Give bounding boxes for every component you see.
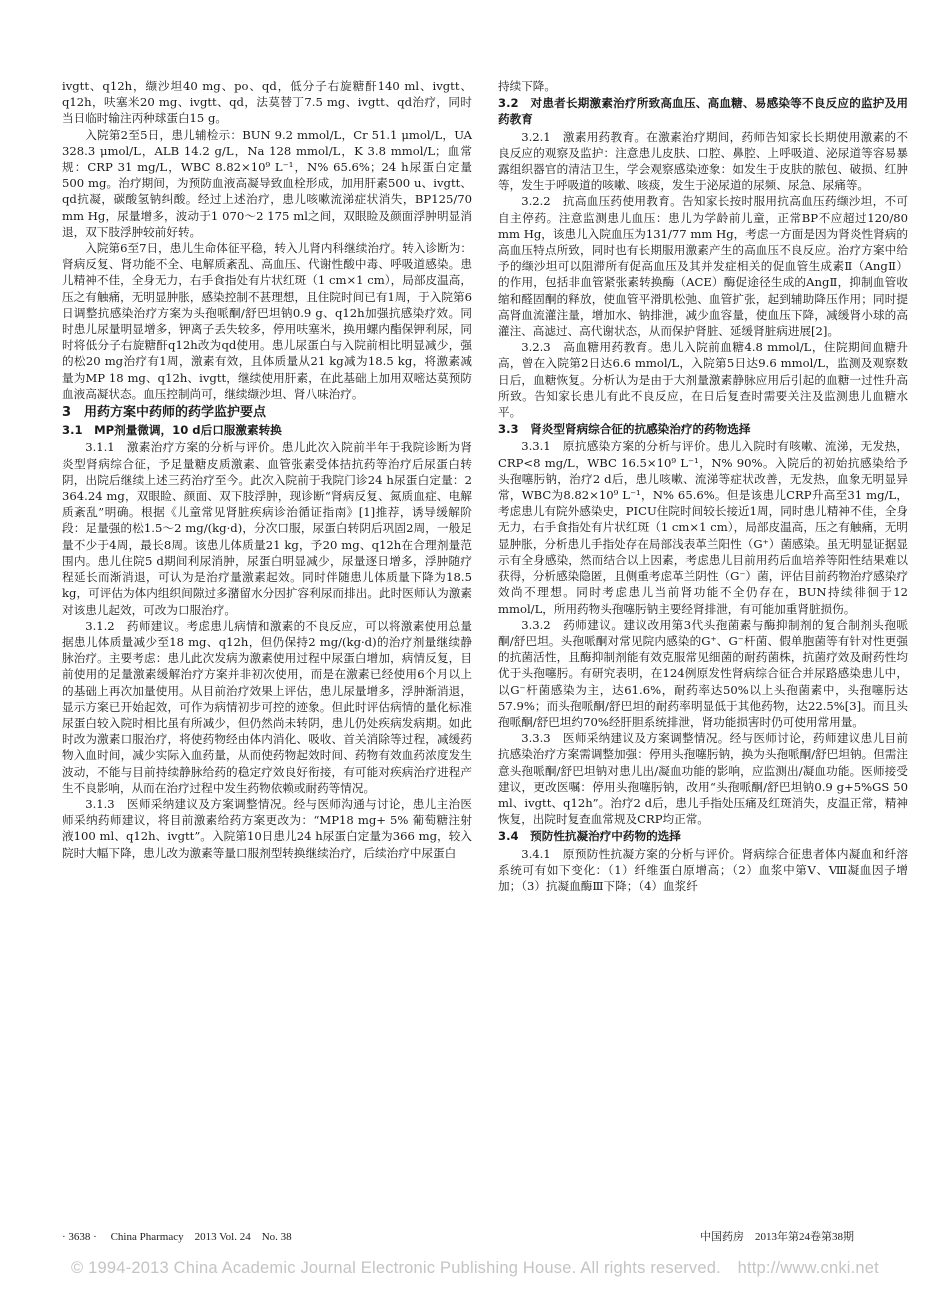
right-column <box>498 78 908 894</box>
paragraph: 3.2.2 抗高血压药使用教育。告知家长按时服用抗高血压药缬沙坦，不可自主停药。注意监测患儿血压：患儿为学龄前儿童，正常BP不应超过120/80 mm Hg，该患儿入院血压为131/77 mm Hg，考虑一方面是因为肾炎性肾病的高血压特点所致，同时也有长期服用激素产生的高血压不良反应。治疗方案中给予的缬沙坦可以阻滞所有促高血压及其并发症相关的促血管生成素Ⅱ（AngⅡ）的作用，包括非血管紧张素转换酶（ACE）酶促途径生成的AngⅡ，抑制血管收缩和醛固酮的释放，使血管平滑肌松弛、血管扩张，起到辅助降压作用；同时提高肾血流灌注量，增加水、钠排泄，减少血容量，使血压下降，减缓肾小球的高灌注、高滤过、高代谢状态，从而保护肾脏、延缓肾脏病进展[2]。 <box>498 194 908 339</box>
copyright-watermark: © 1994-2013 China Academic Journal Electronic Publishing House. All rights reserved. http://www.cnki.net <box>71 1259 879 1277</box>
paragraph: 3.3.3 医师采纳建议及方案调整情况。经与医师讨论，药师建议患儿目前抗感染治疗方案需调整加强：停用头孢噻肟钠，换为头孢哌酮/舒巴坦钠。但需注意头孢哌酮/舒巴坦钠对患儿出/凝血功能的影响，应监测出/凝血功能。医师接受建议，更改医嘱：停用头孢噻肟钠，改用“头孢哌酮/舒巴坦钠0.9 g+5%GS 50 ml、ivgtt、q12h”。治疗2 d后，患儿手指处压痛及红斑消失，皮温正常，精神恢复，出院时复查血常规及CRP均正常。 <box>498 731 908 827</box>
paragraph: 3.2.1 激素用药教育。在激素治疗期间，药师告知家长长期使用激素的不良反应的观察及监护：注意患儿皮肤、口腔、鼻腔、上呼吸道、泌尿道等容易暴露组织器官的清洁卫生，学会观察感染迹象：如发生于皮肤的脓包、破损、红肿等，发生于呼吸道的咳嗽、咳痰，发生于泌尿道的尿频、尿急、尿痛等。 <box>498 129 908 193</box>
paragraph: 持续下降。 <box>498 79 556 93</box>
subsection-heading: 3.3 肾炎型肾病综合征的抗感染治疗的药物选择 <box>498 422 751 437</box>
paragraph: 入院第2至5日，患儿辅检示：BUN 9.2 mmol/L，Cr 51.1 μmol/L，UA 328.3 μmol/L，ALB 14.2 g/L，Na 128 mmol/L，K 3.8 mmol/L；血常规：CRP 31 mg/L，WBC 8.82×10⁹ L⁻¹，N% 65.6%；24 h尿蛋白定量500 mg。治疗期间，为预防血液高凝导致血栓形成，加用肝素500 u、ivgtt、qd抗凝，碳酸氢钠纠酸。经过上述治疗，患儿咳嗽流涕症状消失，BP125/70 mm Hg，尿量增多，波动于1 070～2 175 ml之间，双眼睑及颜面浮肿明显消退，双下肢浮肿较前好转。 <box>62 127 472 239</box>
paragraph: 3.1.1 激素治疗方案的分析与评价。患儿此次入院前半年于我院诊断为肾炎型肾病综合征，予足量糖皮质激素、血管张素受体拮抗药等治疗后尿蛋白转阴，出院后继续上述三药治疗至今。此次入院前于我院门诊24 h尿蛋白定量：2 364.24 mg，双眼睑、颜面、双下肢浮肿，现诊断“肾病反复、氮质血症、电解质紊乱”明确。根据《儿童常见肾脏疾病诊治循证指南》[1]推荐，诱导缓解阶段：足量强的松1.5～2 mg/(kg·d)，分次口服，尿蛋白转阴后巩固2周，一般足量不少于4周，最长8周。该患儿体质量21 kg，予20 mg、q12h在合理剂量范围内。患儿住院5 d期间利尿消肿，尿蛋白明显减少，尿量逐日增多，浮肿随疗程延长而渐消退，可认为是治疗量激素起效。同时伴随患儿体质量下降为18.5 kg，可评估为体内组织间隙过多潴留水分因扩容利尿而排出。此时医师认为激素对该患儿起效，可改为口服治疗。 <box>62 440 472 617</box>
paragraph: 3.3.1 原抗感染方案的分析与评价。患儿入院时有咳嗽、流涕，无发热，CRP<8 mg/L，WBC 16.5×10⁹ L⁻¹，N% 90%。入院后的初始抗感染给予头孢噻肟钠，治疗2 d后，患儿咳嗽、流涕等症状改善，无发热，血象无明显异常，WBC为8.82×10⁹ L⁻¹，N% 65.6%。但是该患儿CRP升高至31 mg/L，考虑患儿有院外感染史，PICU住院时间较长接近1周，同时患儿精神不佳，全身无力，右手食指处有片状红斑（1 cm×1 cm），局部皮温高，压之有触痛，无明显肿胀，分析患儿手指处存在局部浅表革兰阳性（G⁺）菌感染。虽无明显证据显示有全身感染，然而结合以上因素，考虑患儿目前用药后血培养等阳性结果难以获得，分析感染隐匿，且侧重考虑革兰阴性（G⁻）菌，评估目前药物治疗感染疗效尚不理想。同时考虑患儿当前肾功能不全仍存在，BUN持续徘徊于12 mmol/L，所用药物头孢噻肟钠主要经肾排泄，有可能加重肾脏损伤。 <box>498 439 908 616</box>
left-column <box>62 78 472 861</box>
paragraph: ivgtt、q12h，缬沙坦40 mg、po、qd，低分子右旋糖酐140 ml、ivgtt、q12h，呋塞米20 mg、ivgtt、qd，法莫替丁7.5 mg、ivgtt、qd治疗，同时当日临时输注丙种球蛋白15 g。 <box>62 79 472 126</box>
section-heading: 3 用药方案中药师的药学监护要点 <box>62 405 267 421</box>
paragraph: 3.2.3 高血糖用药教育。患儿入院前血糖4.8 mmol/L，住院期间血糖升高，曾在入院第2日达6.6 mmol/L，入院第5日达9.6 mmol/L，监测及观察数日后，血糖恢复。分析认为是由于大剂量激素静脉应用后引起的血糖一过性升高所致。告知家长患儿有此不良反应，在日后复查时需要关注及监测患儿血糖水平。 <box>498 340 908 420</box>
subsection-heading: 3.1 MP剂量微调，10 d后口服激素转换 <box>62 423 282 438</box>
paragraph: 3.3.2 药师建议。建议改用第3代头孢菌素与酶抑制剂的复合制剂头孢哌酮/舒巴坦。头孢哌酮对常见院内感染的G⁺、G⁻杆菌、假单胞菌等有针对性更强的抗菌活性，且酶抑制剂能有效克服常见细菌的耐药菌株，抗菌疗效及耐药性均优于头孢噻肟。有研究表明，在124例原发性肾病综合征合并尿路感染患儿中，以G⁻杆菌感染为主，达61.6%，耐药率达50%以上头孢菌素中，头孢噻肟达57.9%；而头孢哌酮/舒巴坦的耐药率明显低于其他药物，达22.5%[3]。而且头孢哌酮/舒巴坦约70%经肝胆系统排泄，肾功能损害时仍可使用常用量。 <box>498 617 908 729</box>
paragraph: 入院第6至7日，患儿生命体征平稳，转入儿肾内科继续治疗。转入诊断为：肾病反复、肾功能不全、电解质紊乱、高血压、代谢性酸中毒、呼吸道感染。患儿精神不佳，全身无力，右手食指处有片状红斑（1 cm×1 cm），局部皮温高，压之有触痛，无明显肿胀，感染控制不甚理想，且住院时间已有1周，于入院第6日调整抗感染治疗方案为头孢哌酮/舒巴坦钠0.9 g、q12h加强抗感染疗效。同时患儿尿量明显增多，钾离子丢失较多，停用呋塞米，换用螺内酯保钾利尿，同时将低分子右旋糖酐q12h改为qd使用。患儿尿蛋白与入院前相比明显减少，强的松20 mg治疗有1周，激素有效，且体质量从21 kg减为18.5 kg，将激素减量为MP 18 mg、q12h、ivgtt，继续使用肝素，在此基础上加用双嘧达莫预防血液高凝状态。血压控制尚可，继续缬沙坦、肾八味治疗。 <box>62 241 472 401</box>
page-footer-right: 中国药房 2013年第24卷第38期 <box>700 1231 854 1243</box>
paragraph: 3.4.1 原预防性抗凝方案的分析与评价。肾病综合征患者体内凝血和纤溶系统可有如下变化：（1）纤维蛋白原增高；（2）血浆中第Ⅴ、Ⅷ凝血因子增加；（3）抗凝血酶Ⅲ下降；（4）血浆纤 <box>498 846 908 893</box>
paragraph: 3.1.2 药师建议。考虑患儿病情和激素的不良反应，可以将激素使用总量据患儿体质量减少至18 mg、q12h，但仍保持2 mg/(kg·d)的治疗剂量继续静脉治疗。主要考虑：患儿此次发病为激素使用过程中尿蛋白增加，病情反复，目前使用的足量激素缓解治疗方案并非初次使用，而是在激素已经使用6个月以上的基础上再次加量使用。从目前治疗效果上评估，患儿尿量增多，浮肿渐消退，显示方案已开始起效，可作为病情初步可控的迹象。但此时评估病情的量化标准尿蛋白较入院时相比虽有所减少，但仍然尚未转阴，患儿仍处疾病发病期。如此时改为激素口服治疗，将使药物经由体内消化、吸收、首关消除等过程，减缓药物入血时间，减少实际入血药量，从而使药物起效时间、药物有效血药浓度发生波动，不能与目前持续静脉给药的稳定疗效良好衔接，有可能对疾病治疗进程产生不良影响，从而在治疗过程中发生药物依赖或耐药等情况。 <box>62 618 472 795</box>
subsection-heading: 3.4 预防性抗凝治疗中药物的选择 <box>498 829 681 844</box>
page-footer-left: · 3638 · China Pharmacy 2013 Vol. 24 No. 38 <box>62 1231 292 1243</box>
paragraph: 3.1.3 医师采纳建议及方案调整情况。经与医师沟通与讨论，患儿主治医师采纳药师建议，将目前激素给药方案更改为：“MP18 mg+ 5% 葡萄糖注射液100 ml、q12h、ivgtt”。入院第10日患儿24 h尿蛋白定量为366 mg，较入院时大幅下降，患儿改为激素等量口服剂型转换继续治疗，后续治疗中尿蛋白 <box>62 796 472 860</box>
subsection-heading: 3.2 对患者长期激素治疗所致高血压、高血糖、易感染等不良反应的监护及用药教育 <box>498 96 908 127</box>
